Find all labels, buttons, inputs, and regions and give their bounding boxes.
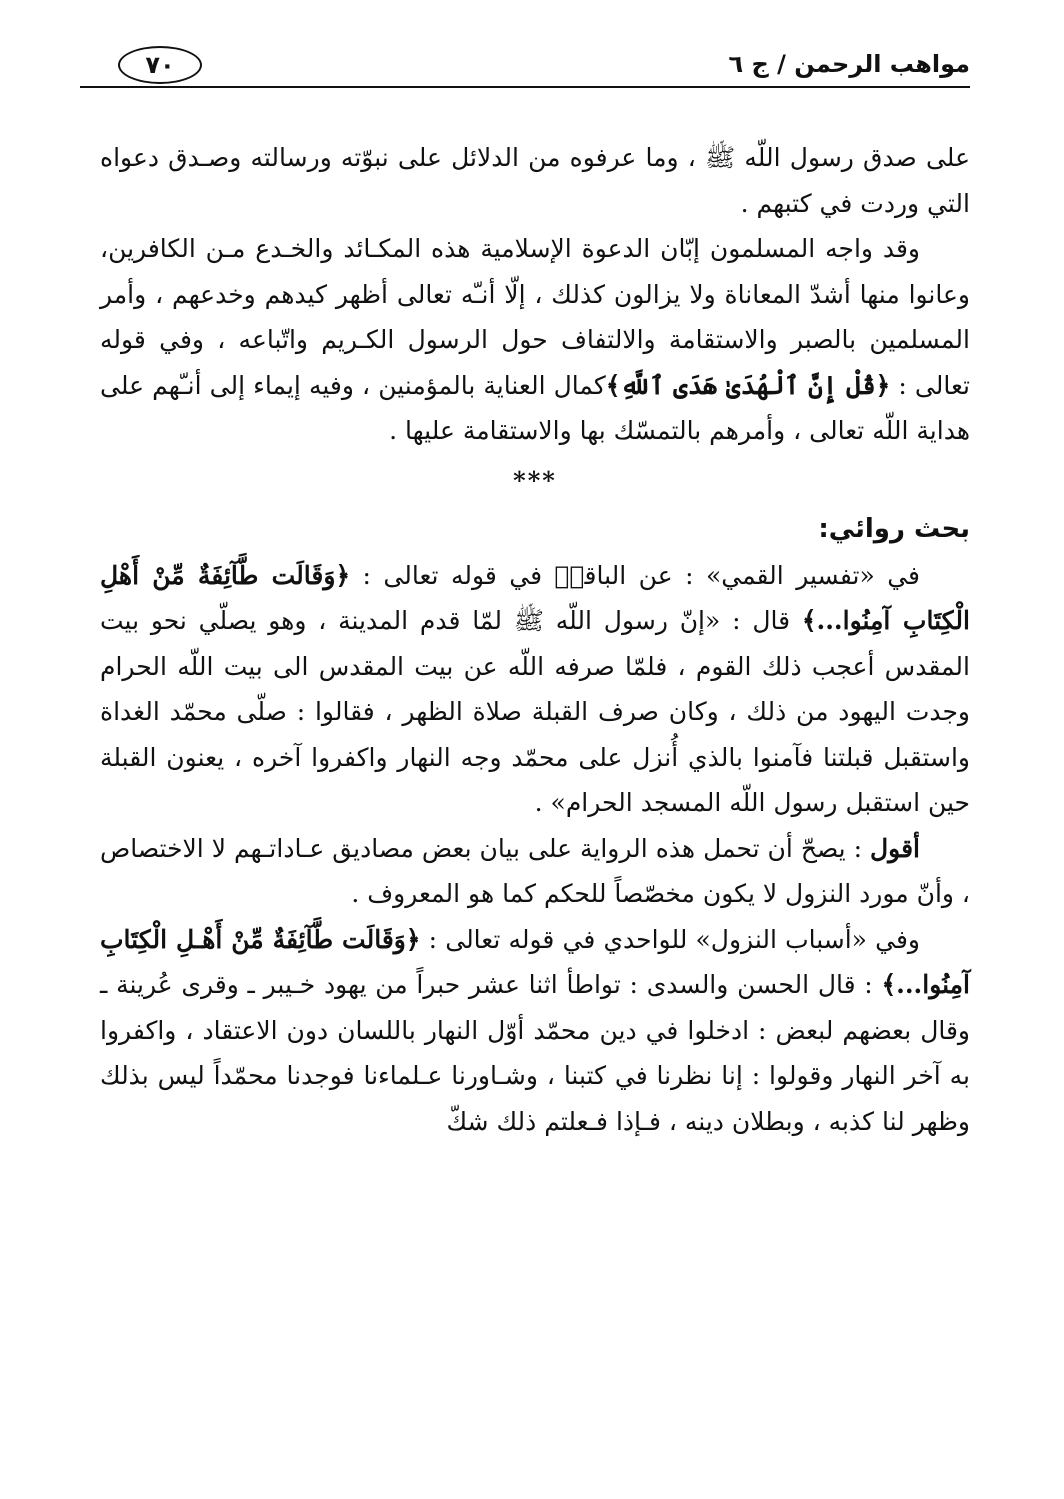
paragraph-4-text: : يصحّ أن تحمل هذه الرواية على بيان بعض مصاديق عـاداتـهم لا الاختصاص ، وأنّ مورد النزول لا يكون مخصّصاً للحكم كما هو المعروف . — [100, 833, 970, 908]
paragraph-5 — [100, 917, 970, 1145]
paragraph-3-text-b: قال : «إنّ رسول اللّه ﷺ لمّا قدم المدينة ، وهو يصلّي نحو بيت المقدس أعجب ذلك القوم ، فلمّا صرفه اللّه عن بيت المقدس الى بيت اللّه الحرام وجدت اليهود من ذلك ، وكان صرف القبلة صلاة الظهر ، فقالوا : صلّى محمّد الغداة واستقبل قبلتنا فآمنوا بالذي أُنزل على محمّد وجه النهار واكفروا آخره ، يعنون القبلة حين استقبل رسول اللّه المسجد الحرام» . — [100, 606, 970, 817]
page-header — [80, 40, 970, 100]
paragraph-5-text-a: وفي «أسباب النزول» للواحدي في قوله تعالى : — [420, 924, 920, 954]
paragraph-2 — [100, 226, 970, 454]
paragraph-3-text-a: في «تفسير القمي» : عن الباقرؑ في قوله تعالى : — [350, 560, 920, 590]
paragraph-4-lead: أقول — [870, 833, 920, 863]
section-separator: *** — [513, 465, 557, 495]
paragraph-3 — [100, 553, 970, 826]
paragraph-4 — [100, 826, 970, 917]
section-heading: بحث روائي: — [818, 514, 970, 544]
running-title: مواهب الرحمن / ج ٦ — [728, 50, 970, 78]
paragraph-5-text-b: : قال الحسن والسدى : تواطأ اثنا عشر حبراً من يهود خـيبر ـ وقرى عُرينة ـ وقال بعضهم لبعض : ادخلوا في دين محمّد أوّل النهار باللسان دون الاعتقاد ، واكفروا به آخر النهار وقولوا : إنا نظرنا في كتبنا ، وشـاورنا عـلماءنا فوجدنا محمّداً ليس بذلك وظهر لنا كذبه ، وبطلان دينه ، فـإذا فـعلتم ذلك شكّ — [100, 970, 970, 1136]
quran-verse-2: ﴿وَقَالَت طَّآئِفَةٌ مِّنْ أَهْلِ الْكِتَابِ آمِنُوا...﴾ — [100, 560, 971, 635]
page-body — [100, 135, 970, 1144]
page-number: ٧٠ — [118, 46, 202, 84]
header-rule — [80, 86, 970, 88]
quran-verse-1: ﴿قُلْ إِنَّ ٱلْهُدَىٰ هَدَى ٱللَّهِ﴾ — [605, 370, 891, 400]
paragraph-2-text-b: كمال العناية بالمؤمنين ، وفيه إيماء إلى أنـّهم على هداية اللّه تعالى ، وأمرهم بالتمسّك بها والاستقامة عليها . — [100, 370, 970, 445]
paragraph-2-text-a: وقد واجه المسلمون إبّان الدعوة الإسلامية هذه المكـائد والخـدع مـن الكافرين، وعانوا منها أشدّ المعاناة ولا يزالون كذلك ، إلّا أنـّه تعالى أظهر كيدهم وخدعهم ، وأمر المسلمين بالصبر والاستقامة والالتفاف حول الرسول الكـريم واتّباعه ، وفي قوله تعالى : — [100, 234, 970, 400]
quran-verse-3: ﴿وَقَالَت طَّآئِفَةٌ مِّنْ أَهْـلِ الْكِتَابِ آمِنُوا...﴾ — [100, 924, 970, 999]
paragraph-1: على صدق رسول اللّه ﷺ ، وما عرفوه من الدلائل على نبوّته ورسالته وصـدق دعواه التي وردت في كتبهم . — [100, 143, 970, 218]
